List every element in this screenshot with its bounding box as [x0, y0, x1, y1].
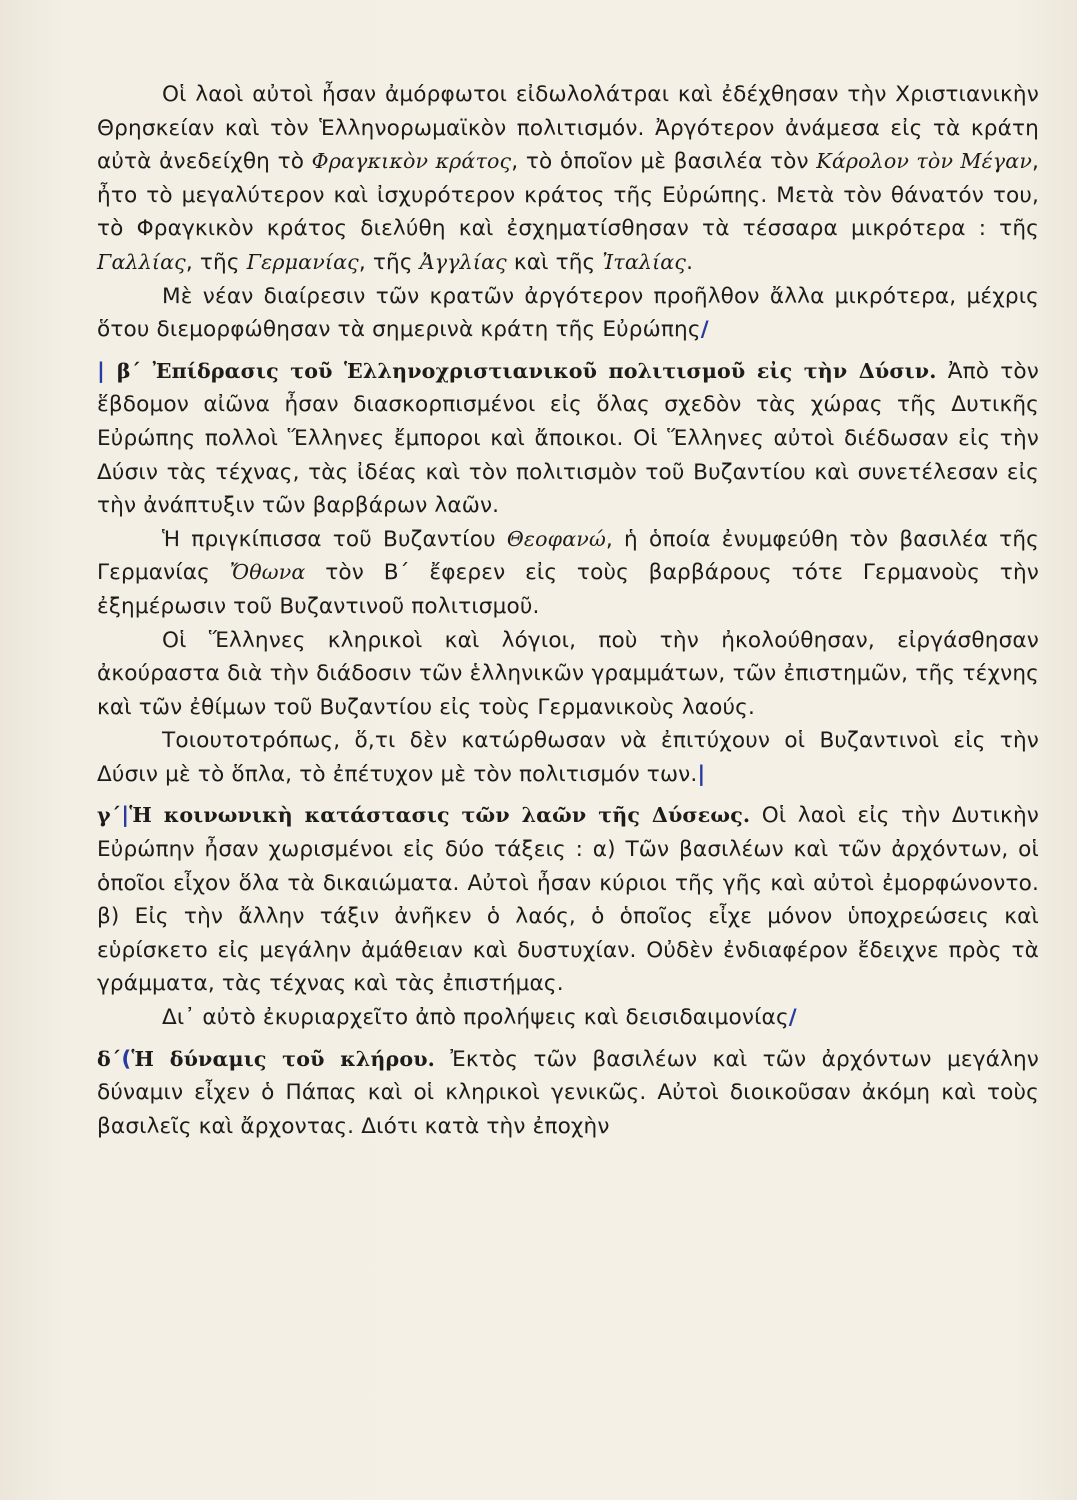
handwritten-bracket-mark: ( — [121, 1046, 132, 1072]
italic-term: Κάρολον τὸν Μέγαν — [816, 149, 1032, 174]
paragraph-8 — [97, 1001, 1039, 1035]
handwritten-slash-mark: / — [700, 317, 709, 343]
section-heading: Ἡ δύναμις τοῦ κλήρου. — [131, 1046, 435, 1071]
italic-term: Ἰταλίας — [602, 249, 687, 274]
text-run: . — [686, 249, 694, 275]
handwritten-slash-mark: / — [788, 1005, 797, 1031]
text-run: , ἦτο τὸ μεγαλύτερον καὶ ἰσχυρότερον κράτος τῆς Εὐρώπης. Μετὰ τὸν θάνατόν του, τὸ Φραγκικὸν κράτος διελύθη καὶ ἐσχηματίσθησαν τὰ τέσσαρα μικρότερα : τῆς — [97, 149, 1040, 242]
italic-term: Ἀγγλίας — [419, 249, 507, 274]
paragraph-7 — [97, 799, 1039, 1001]
text-run: καὶ τῆς — [506, 249, 603, 275]
handwritten-bracket-mark: | — [697, 761, 706, 787]
section-heading: Ἡ κοινωνικὴ κατάστασις τῶν λαῶν τῆς Δύσεως. — [129, 803, 751, 828]
paragraph-6 — [97, 724, 1039, 791]
text-run: Δι᾿ αὐτὸ ἐκυριαρχεῖτο ἀπὸ προλήψεις καὶ δεισιδαιμονίας — [162, 1005, 789, 1031]
text-run: Οἱ λαοὶ εἰς τὴν Δυτικὴν Εὐρώπην ἦσαν χωρισμένοι εἰς δύο τάξεις : α) Τῶν βασιλέων καὶ τῶν ἀρχόντων, οἱ ὁποῖοι εἶχον ὅλα τὰ δικαιώματα. Αὐτοὶ ἦσαν κύριοι τῆς γῆς καὶ αὐτοὶ ἐμορφώνοντο. β) Εἰς τὴν ἄλλην τάξιν ἀνῆκεν ὁ λαός, ὁ ὁποῖος εἶχε μόνον ὑποχρεώσεις καὶ εὑρίσκετο εἰς μεγάλην ἀμάθειαν καὶ δυστυχίαν. Οὐδὲν ἐνδιαφέρον ἔδειχνε πρὸς τὰ γράμματα, τὰς τέχνας καὶ τὰς ἐπιστήμας. — [97, 803, 1039, 997]
italic-term: Γαλλίας — [97, 249, 186, 274]
italic-term: Φραγκικὸν κράτος — [311, 149, 512, 174]
handwritten-bracket-mark: | — [121, 803, 130, 829]
text-run: Οἱ λαοὶ αὐτοὶ ἦσαν ἀμόρφωτοι εἰδωλολάτραι καὶ ἐδέχθησαν τὴν Χριστιανικὴν Θρησκείαν καὶ τὸν Ἑλληνορωμαϊκὸν πολιτισμόν. Ἀργότερον ἀνάμεσα εἰς τὰ κράτη αὐτὰ ἀνεδείχθη τὸ — [97, 82, 1039, 175]
text-run: Ἐκτὸς τῶν βασιλέων καὶ τῶν ἀρχόντων μεγάλην δύναμιν εἶχεν ὁ Πάπας καὶ οἱ κληρικοὶ γενικῶς. Αὐτοὶ διοικοῦσαν ἀκόμη καὶ τοὺς βασιλεῖς καὶ ἄρχοντας. Διότι κατὰ τὴν ἐποχὴν — [97, 1046, 1039, 1139]
italic-term: Θεοφανώ — [506, 526, 606, 551]
text-run: Μὲ νέαν διαίρεσιν τῶν κρατῶν ἀργότερον προῆλθον ἄλλα μικρότερα, μέχρις ὅτου διεμορφώθησαν τὰ σημερινὰ κράτη τῆς Εὐρώπης — [97, 283, 1039, 343]
text-run: Ἡ πριγκίπισσα τοῦ Βυζαντίου — [162, 526, 507, 552]
text-run: , τῆς — [185, 249, 247, 275]
section-label: γ΄ — [97, 803, 122, 828]
paragraph-9 — [97, 1043, 1039, 1144]
section-label: δ΄ — [97, 1046, 122, 1071]
text-run: Ἀπὸ τὸν ἕβδομον αἰῶνα ἦσαν διασκορπισμένοι εἰς ὅλας σχεδὸν τὰς χώρας τῆς Δυτικῆς Εὐρώπης πολλοὶ Ἕλληνες ἔμποροι καὶ ἄποικοι. Οἱ Ἕλληνες αὐτοὶ διέδωσαν εἰς τὴν Δύσιν τὰς τέχνας, τὰς ἰδέας καὶ τὸν πολιτισμὸν τοῦ Βυζαντίου καὶ συνετέλεσαν εἰς τὴν ἀνάπτυξιν τῶν βαρβάρων λαῶν. — [97, 358, 1039, 519]
text-run: , τὸ ὁποῖον μὲ βασιλέα τὸν — [511, 149, 817, 175]
text-run: , ἡ ὁποία ἐνυμφεύθη τὸν βασιλέα τῆς Γερμανίας — [97, 526, 1039, 586]
text-run: , τῆς — [358, 249, 420, 275]
paragraph-1 — [97, 78, 1039, 280]
paragraph-2 — [97, 280, 1039, 347]
italic-term: Ὄθωνα — [229, 560, 306, 585]
paragraph-5: Οἱ Ἕλληνες κληρικοὶ καὶ λόγιοι, ποὺ τὴν ἠκολούθησαν, εἰργάσθησαν ἀκούραστα διὰ τὴν διάδοσιν τῶν ἑλληνικῶν γραμμάτων, τῶν ἐπιστημῶν, τῆς τέχνης καὶ τῶν ἐθίμων τοῦ Βυζαντίου εἰς τοὺς Γερμανικοὺς λαούς. — [97, 627, 1039, 720]
paragraph-3 — [97, 355, 1039, 523]
text-run: τὸν Β΄ ἔφερεν εἰς τοὺς βαρβάρους τότε Γερμανοὺς τὴν ἐξημέρωσιν τοῦ Βυζαντινοῦ πολιτισμοῦ. — [97, 560, 1039, 619]
text-run: Τοιουτοτρόπως, ὅ,τι δὲν κατώρθωσαν νὰ ἐπιτύχουν οἱ Βυζαντινοὶ εἰς τὴν Δύσιν μὲ τὸ ὅπλα, τὸ ἐπέτυχον μὲ τὸν πολιτισμόν των. — [97, 728, 1039, 787]
section-heading: β΄ Ἐπίδρασις τοῦ Ἑλληνοχριστιανικοῦ πολιτισμοῦ εἰς τὴν Δύσιν. — [116, 358, 937, 383]
handwritten-bracket-mark: | — [97, 358, 117, 384]
page-text — [97, 78, 1039, 1143]
italic-term: Γερμανίας — [246, 249, 359, 274]
paragraph-4 — [97, 523, 1039, 624]
